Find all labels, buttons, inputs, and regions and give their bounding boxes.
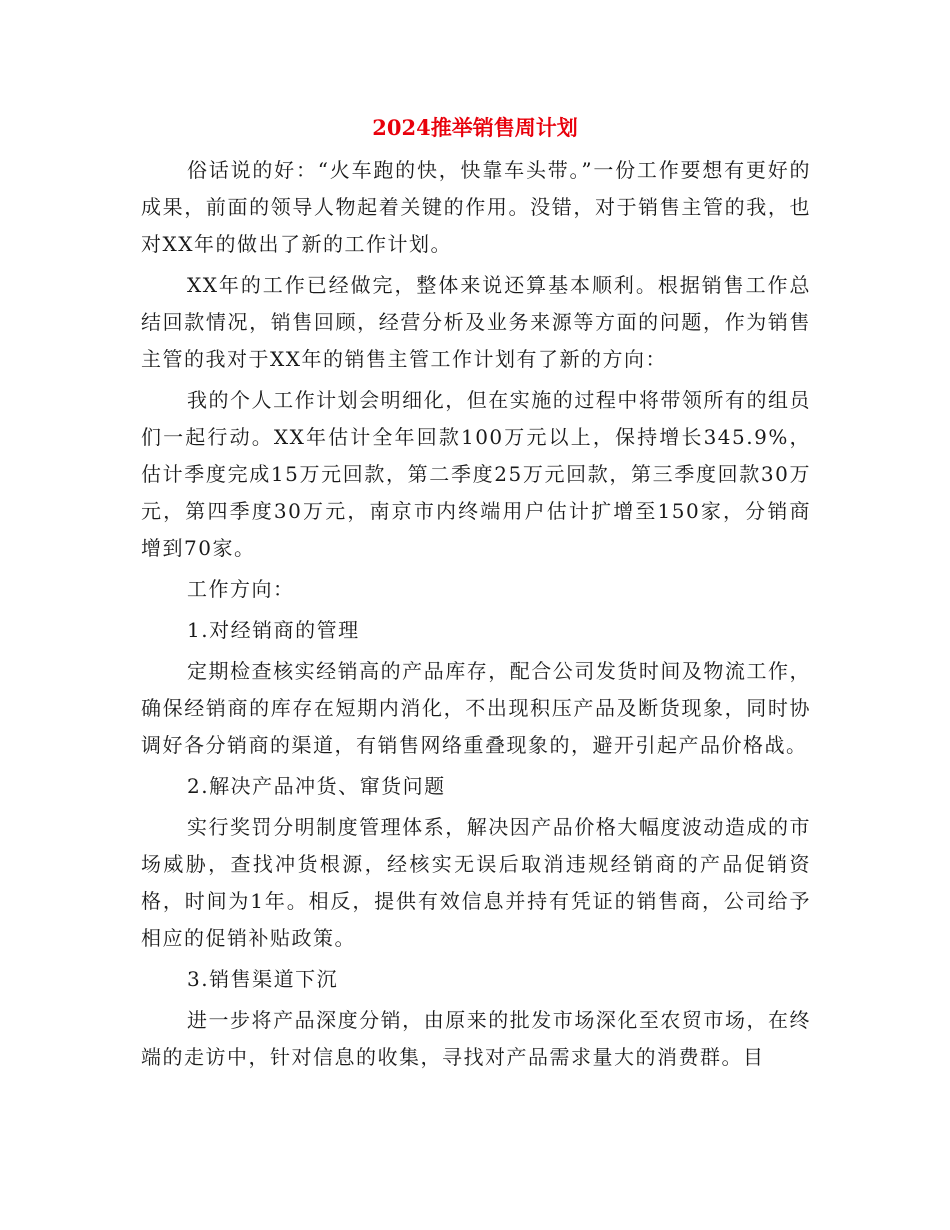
paragraph-channel-sinking: 进一步将产品深度分销，由原来的批发市场深化至农贸市场，在终端的走访中，针对信息的收集，寻找对产品需求量大的消费群。目	[141, 1008, 811, 1069]
paragraph-intro: 俗话说的好：“火车跑的快，快靠车头带。”一份工作要想有更好的成果，前面的领导人物起着关键的作用。没错，对于销售主管的我，也对XX年的做出了新的工作计划。	[141, 158, 811, 256]
section-heading-cross-selling: 2.解决产品冲货、窜货问题	[187, 774, 446, 798]
document-title: 2024推举销售周计划	[372, 115, 578, 140]
section-heading-distributor-management: 1.对经销商的管理	[187, 618, 360, 642]
paragraph-cross-selling: 实行奖罚分明制度管理体系，解决因产品价格大幅度波动造成的市场威胁，查找冲货根源，经核实无误后取消违规经销商的产品促销资格，时间为1年。相反，提供有效信息并持有凭证的销售商，公司给予相应的促销补贴政策。	[141, 815, 811, 950]
section-heading-channel-sinking: 3.销售渠道下沉	[187, 967, 339, 991]
section-heading-work-direction: 工作方向：	[187, 577, 295, 601]
paragraph-review: XX年的工作已经做完，整体来说还算基本顺利。根据销售工作总结回款情况，销售回顾，经营分析及业务来源等方面的问题，作为销售主管的我对于XX年的销售主管工作计划有了新的方向：	[141, 273, 811, 371]
document-body	[141, 152, 811, 1080]
paragraph-targets: 我的个人工作计划会明细化，但在实施的过程中将带领所有的组员们一起行动。XX年估计全年回款100万元以上，保持增长345.9%，估计季度完成15万元回款，第二季度25万元回款，第三季度回款30万元，第四季度30万元，南京市内终端用户估计扩增至150家，分销商增到70家。	[141, 388, 811, 560]
paragraph-distributor-management: 定期检查核实经销高的产品库存，配合公司发货时间及物流工作，确保经销商的库存在短期内消化，不出现积压产品及断货现象，同时协调好各分销商的渠道，有销售网络重叠现象的，避开引起产品价格战。	[141, 659, 811, 757]
